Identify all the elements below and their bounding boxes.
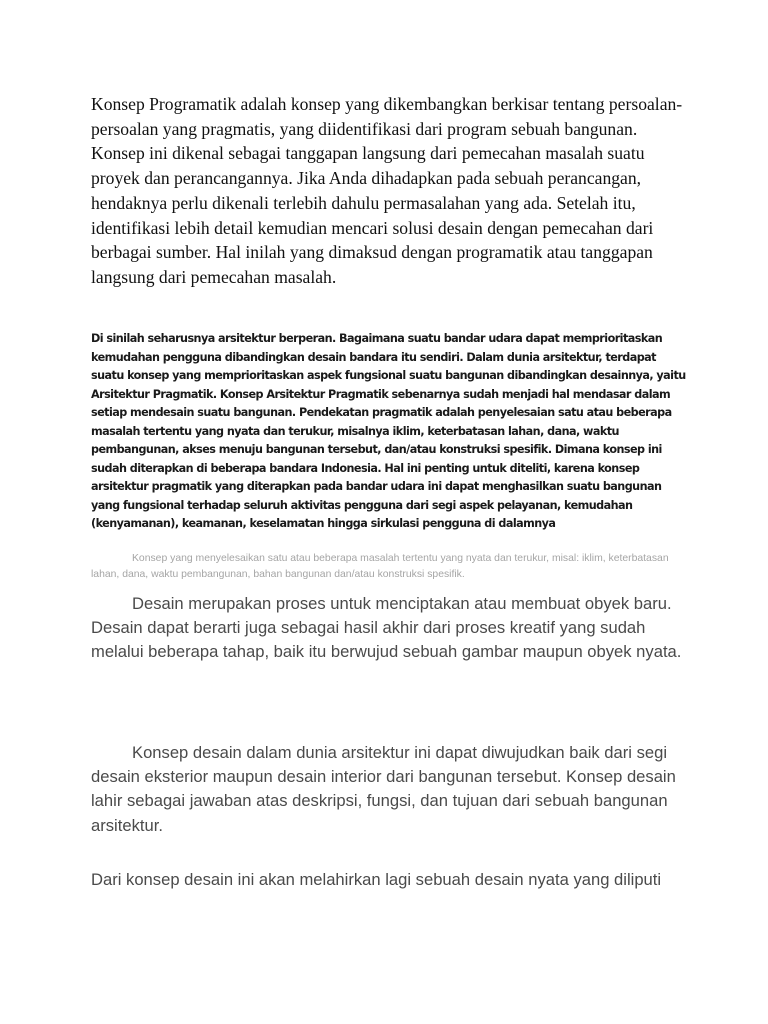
paragraph-pragmatic-architecture: Di sinilah seharusnya arsitektur berperan. Bagaimana suatu bandar udara dapat memprioritaskan kemudahan pengguna dibandingkan desain bandara itu sendiri. Dalam dunia arsitektur, terdapat suatu konsep yang memprioritaskan aspek fungsional suatu bangunan dibandingkan desainnya, yaitu Arsitektur Pragmatik. Konsep Arsitektur Pragmatik sebenarnya sudah menjadi hal mendasar dalam setiap mendesain suatu bangunan. Pendekatan pragmatik adalah penyelesaian satu atau beberapa masalah tertentu yang nyata dan terukur, misalnya iklim, keterbatasan lahan, dana, waktu pembangunan, akses menuju bangunan tersebut, dan/atau konstruksi spesifik. Dimana konsep ini sudah diterapkan di beberapa bandara Indonesia. Hal ini penting untuk diteliti, karena konsep arsitektur pragmatik yang diterapkan pada bandar udara ini dapat menghasilkan suatu bangunan yang fungsional terhadap seluruh aktivitas pengguna dari segi aspek pelayanan, kemudahan (kenyamanan), keamanan, keselamatan hingga sirkulasi pengguna di dalamnya bbox=[91, 332, 686, 530]
paragraph-design-continuation: Dari konsep desain ini akan melahirkan lagi sebuah desain nyata yang diliputi bbox=[91, 870, 662, 889]
paragraph-programatik-concept: Konsep Programatik adalah konsep yang dikembangkan berkisar tentang persoalan-persoalan yang pragmatis, yang diidentifikasi dari program sebuah bangunan. Konsep ini dikenal sebagai tanggapan langsung dari pemecahan masalah suatu proyek dan perancangannya. Jika Anda dihadapkan pada sebuah perancangan, hendaknya perlu dikenali terlebih dahulu permasalahan yang ada. Setelah itu, identifikasi lebih detail kemudian mencari solusi desain dengan pemecahan dari berbagai sumber. Hal inilah yang dimaksud dengan programatik atau tanggapan langsung dari pemecahan masalah. bbox=[91, 94, 683, 287]
paragraph-design-definition: Desain merupakan proses untuk menciptakan atau membuat obyek baru. Desain dapat berarti juga sebagai hasil akhir dari proses kreatif yang sudah melalui beberapa tahap, baik itu berwujud sebuah gambar maupun obyek nyata. bbox=[91, 594, 682, 662]
paragraph-design-concept: Konsep desain dalam dunia arsitektur ini dapat diwujudkan baik dari segi desain eksterior maupun desain interior dari bangunan tersebut. Konsep desain lahir sebagai jawaban atas deskripsi, fungsi, dan tujuan dari sebuah bangunan arsitektur. bbox=[91, 743, 676, 835]
caption-text: Konsep yang menyelesaikan satu atau beberapa masalah tertentu yang nyata dan terukur, misal: iklim, keterbatasan lahan, dana, waktu pembangunan, bahan bangunan dan/atau konstruksi spesifik. bbox=[91, 553, 669, 580]
